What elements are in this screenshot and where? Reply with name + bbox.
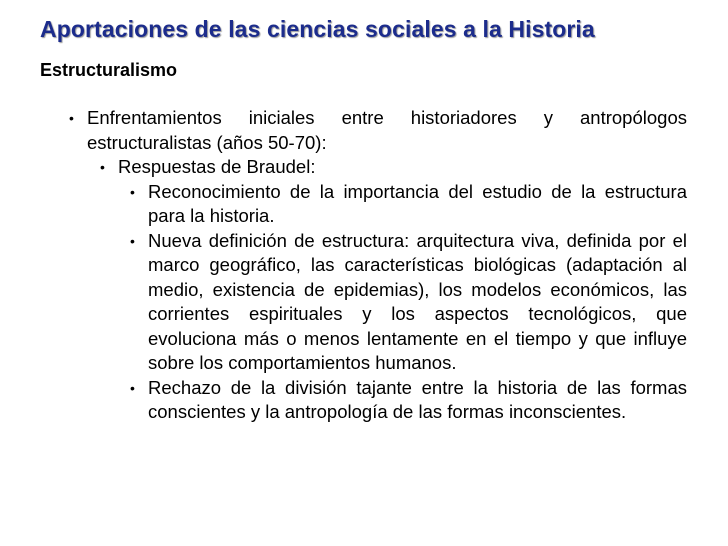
- slide-title: Aportaciones de las ciencias sociales a la Historia: [40, 16, 595, 42]
- bullet-item-level-3: [130, 180, 687, 229]
- bullet-icon: •: [69, 110, 74, 126]
- bullet-text: Respuestas de Braudel:: [118, 156, 316, 177]
- bullet-text: Nueva definición de estructura: arquitectura viva, definida por el marco geográfico, las características biológicas (adaptación al medio, existencia de epidemias), los modelos económicos, las corrientes espirituales y los aspectos tecnológicos, que evoluciona más o menos lentamente en el tiempo y que influye sobre los comportamientos humanos.: [148, 229, 687, 373]
- section-subtitle: Estructuralismo: [40, 60, 178, 80]
- bullet-text: Enfrentamientos iniciales entre historiadores y antropólogos estructuralistas (años 50-70):: [87, 107, 687, 153]
- bullet-list: [0, 106, 728, 425]
- bullet-icon: •: [130, 183, 135, 200]
- bullet-text: Reconocimiento de la importancia del estudio de la estructura para la historia.: [148, 180, 687, 226]
- bullet-item-level-2: [100, 155, 687, 180]
- bullet-item-level-3: [130, 376, 687, 425]
- bullet-text: Rechazo de la división tajante entre la historia de las formas conscientes y la antropología de las formas inconscientes.: [148, 376, 687, 422]
- bullet-icon: •: [130, 232, 135, 249]
- bullet-icon: •: [100, 159, 105, 175]
- bullet-item-level-3: [130, 229, 687, 376]
- bullet-icon: •: [130, 379, 135, 396]
- bullet-item-level-1: [69, 106, 687, 155]
